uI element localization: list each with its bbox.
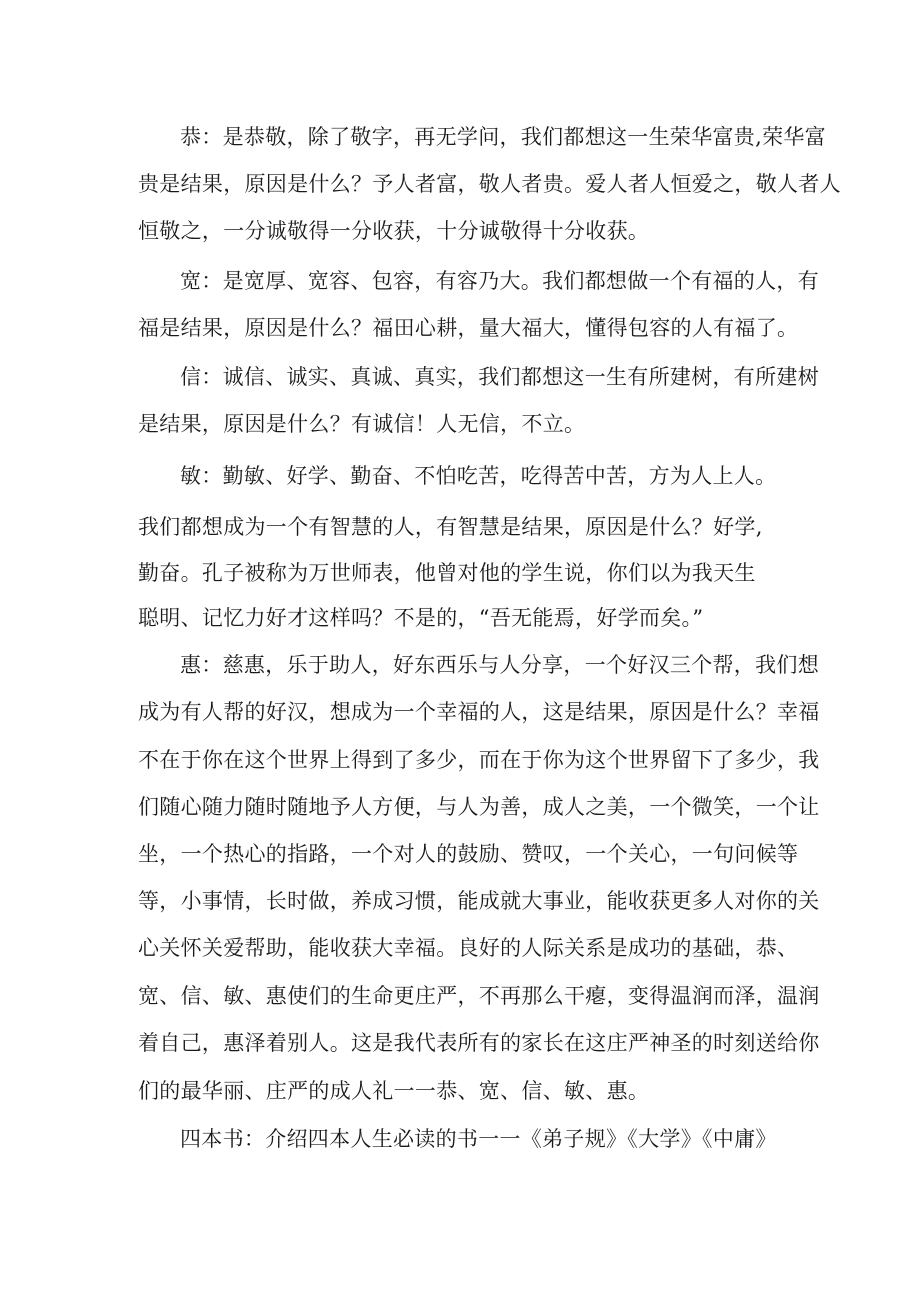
paragraph-kuan-line-1: 宽：是宽厚、宽容、包容，有容乃大。我们都想做一个有福的人，有 <box>180 269 819 293</box>
paragraph-gong-line-1: 恭：是恭敬，除了敬字，再无学问，我们都想这一生荣华富贵,荣华富 <box>180 125 826 149</box>
paragraph-hui-line-10: 们的最华丽、庄严的成人礼一一恭、宽、信、敏、惠。 <box>138 1079 650 1103</box>
paragraph-hui-line-1: 惠：慈惠，乐于助人，好东西乐与人分享，一个好汉三个帮，我们想 <box>180 653 819 677</box>
paragraph-hui-line-5: 坐，一个热心的指路，一个对人的鼓励、赞叹，一个关心，一句问候等 <box>138 842 799 866</box>
paragraph-xin-line-2: 是结果，原因是什么？有诚信！人无信，不立。 <box>138 412 586 436</box>
paragraph-kuan-line-2: 福是结果，原因是什么？福田心耕，量大福大，懂得包容的人有福了。 <box>138 316 799 340</box>
paragraph-hui-line-6: 等，小事情，长时做，养成习惯，能成就大事业，能收获更多人对你的关 <box>138 889 820 913</box>
paragraph-four-books-line-1: 四本书：介绍四本人生必读的书一一《弟子规》《大学》《中庸》 <box>180 1127 777 1151</box>
paragraph-min-line-2: 我们都想成为一个有智慧的人，有智慧是结果，原因是什么？好学, <box>138 515 763 539</box>
paragraph-hui-line-8: 宽、信、敏、惠使们的生命更庄严，不再那么干瘪，变得温润而泽，温润 <box>138 984 820 1008</box>
paragraph-hui-line-2: 成为有人帮的好汉，想成为一个幸福的人，这是结果，原因是什么？幸福 <box>138 700 820 724</box>
paragraph-min-line-1: 敏：勤敏、好学、勤奋、不怕吃苦，吃得苦中苦，方为人上人。 <box>180 464 777 488</box>
paragraph-hui-line-4: 们随心随力随时随地予人方便，与人为善，成人之美，一个微笑，一个让 <box>138 795 820 819</box>
paragraph-gong-line-3: 恒敬之，一分诚敬得一分收获，十分诚敬得十分收获。 <box>138 219 650 243</box>
paragraph-hui-line-3: 不在于你在这个世界上得到了多少，而在于你为这个世界留下了多少，我 <box>138 748 820 772</box>
paragraph-min-line-4: 聪明、记忆力好才这样吗？不是的，“吾无能焉，好学而矣。” <box>138 606 704 630</box>
paragraph-xin-line-1: 信：诚信、诚实、真诚、真实，我们都想这一生有所建树，有所建树 <box>180 365 819 389</box>
paragraph-gong-line-2: 贵是结果，原因是什么？予人者富，敬人者贵。爱人者人恒爱之，敬人者人 <box>138 172 841 196</box>
paragraph-hui-line-7: 心关怀关爱帮助，能收获大幸福。良好的人际关系是成功的基础，恭、 <box>138 936 799 960</box>
paragraph-min-line-3: 勤奋。孔子被称为万世师表，他曾对他的学生说，你们以为我天生 <box>138 561 756 585</box>
paragraph-hui-line-9: 着自己，惠泽着别人。这是我代表所有的家长在这庄严神圣的时刻送给你 <box>138 1031 820 1055</box>
